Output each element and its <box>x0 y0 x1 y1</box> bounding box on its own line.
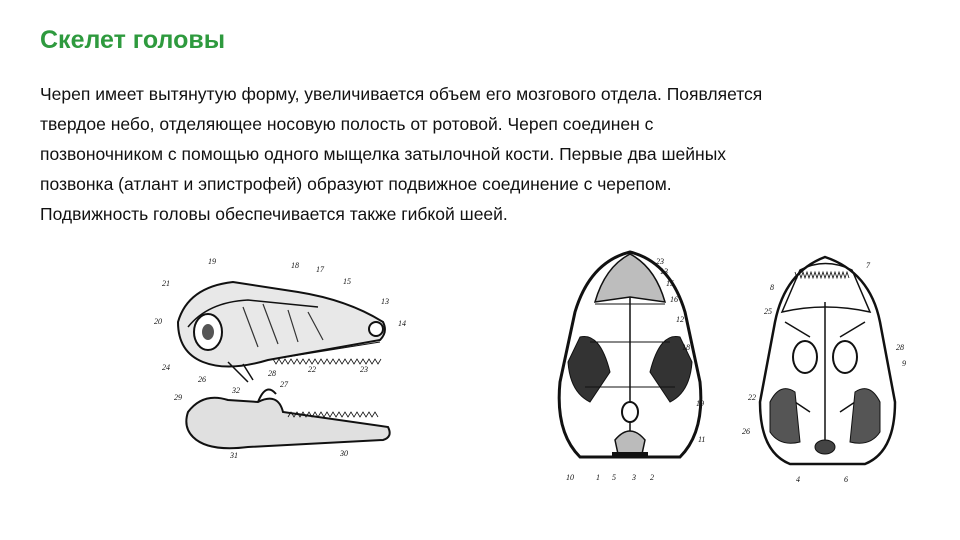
figure-label: 14 <box>398 319 406 328</box>
figure-label: 2 <box>650 473 654 482</box>
figure-label: 12 <box>676 315 684 324</box>
figure-label: 4 <box>796 475 800 484</box>
figure-label: 26 <box>198 375 206 384</box>
figure-label: 24 <box>162 363 170 372</box>
paragraph-line: Подвижность головы обеспечивается также гибкой шеей. <box>40 204 508 224</box>
figure-label: 30 <box>340 449 348 458</box>
figure-label: 17 <box>316 265 324 274</box>
figure-label: 13 <box>381 297 389 306</box>
figure-label: 29 <box>174 393 182 402</box>
figure-label: 28 <box>896 343 904 352</box>
figure-label: 1 <box>596 473 600 482</box>
figure-label: 27 <box>280 380 288 389</box>
slide-title: Скелет головы <box>40 26 226 54</box>
paragraph-line: Череп имеет вытянутую форму, увеличивается объем его мозгового отдела. Появляется <box>40 84 763 104</box>
figure-label: 10 <box>566 473 574 482</box>
figure-label: 20 <box>154 317 162 326</box>
paragraph-line: позвоночником с помощью одного мыщелка затылочной кости. Первые два шейных <box>40 144 727 164</box>
figure-label: 7 <box>866 261 870 270</box>
skull-side-view-illustration <box>148 252 408 464</box>
figure-label: 5 <box>612 473 616 482</box>
figure-label: 22 <box>308 365 316 374</box>
paragraph-line: твердое небо, отделяющее носовую полость от ротовой. Череп соединен с <box>40 114 654 134</box>
figure-label: 21 <box>162 279 170 288</box>
body-paragraph <box>40 79 950 229</box>
figure-label: 31 <box>230 451 238 460</box>
figure-label: 15 <box>343 277 351 286</box>
figure-label: 25 <box>764 307 772 316</box>
figure-label: 15 <box>666 279 674 288</box>
skull-dorsal-view-illustration <box>550 242 720 492</box>
paragraph-line: позвонка (атлант и эпистрофей) образуют подвижное соединение с черепом. <box>40 174 672 194</box>
figure-label: 26 <box>742 427 750 436</box>
figure-label: 6 <box>844 475 848 484</box>
figure-label: 13 <box>660 267 668 276</box>
figure-label: 19 <box>696 399 704 408</box>
figure-label: 22 <box>748 393 756 402</box>
figure-label: 9 <box>902 359 906 368</box>
figure-label: 23 <box>360 365 368 374</box>
figure-label: 28 <box>268 369 276 378</box>
figure-label: 11 <box>698 435 706 444</box>
figure-label: 32 <box>232 386 240 395</box>
figure-label: 16 <box>670 295 678 304</box>
figure-label: 23 <box>656 257 664 266</box>
figure-label: 18 <box>291 261 299 270</box>
skull-ventral-view-illustration <box>740 242 915 492</box>
figure-label: 8 <box>770 283 774 292</box>
figure-label: 18 <box>682 343 690 352</box>
figure-label: 3 <box>632 473 636 482</box>
figure-label: 19 <box>208 257 216 266</box>
